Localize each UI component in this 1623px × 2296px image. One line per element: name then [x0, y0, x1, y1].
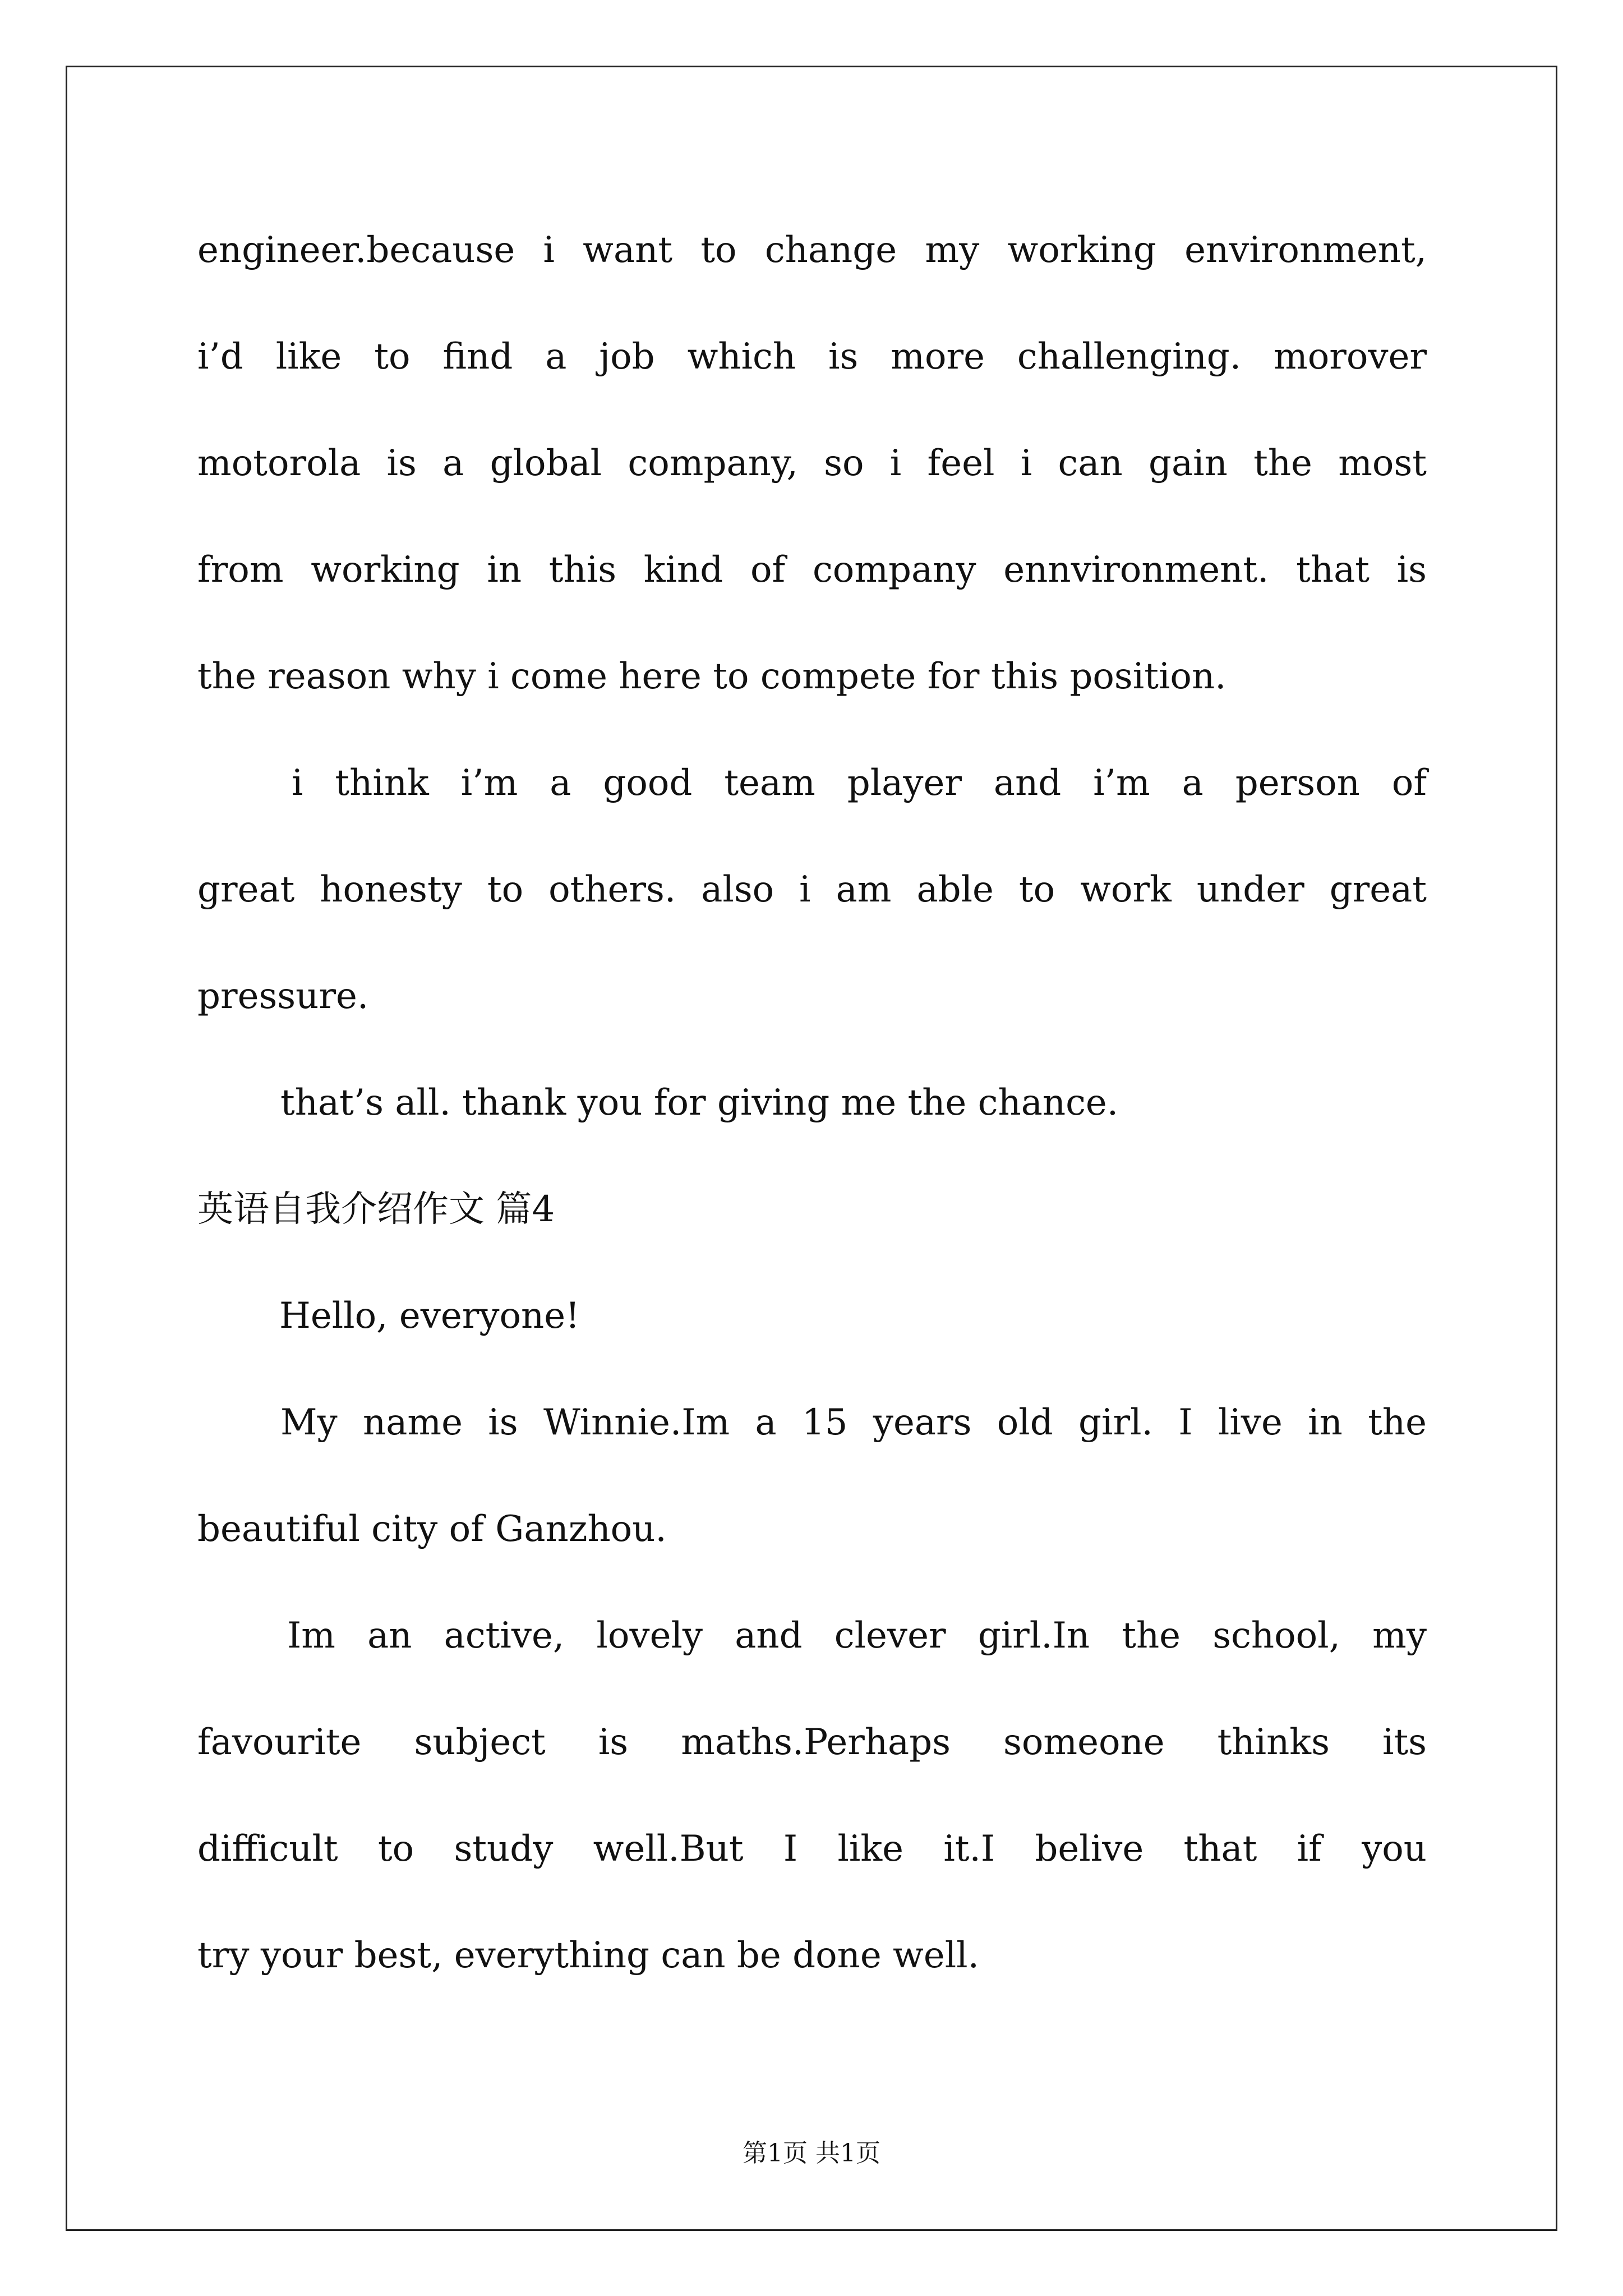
text-line: pressure. [197, 976, 369, 1017]
text-line: the reason why i come here to compete for this position. [197, 656, 1227, 697]
text-line: i think i’m a good team player and i’m a person of [292, 762, 1427, 804]
section-heading: 英语自我介绍作文 篇4 [197, 1189, 555, 1230]
text-line: motorola is a global company, so i feel i can gain the most [197, 443, 1427, 484]
text-line: difficult to study well.But I like it.I belive that if you [197, 1828, 1427, 1870]
text-line: beautiful city of Ganzhou. [197, 1508, 667, 1550]
text-line: great honesty to others. also i am able to work under great [197, 869, 1427, 910]
text-line: that’s all. thank you for giving me the chance. [280, 1082, 1119, 1124]
text-line: Im an active, lovely and clever girl.In the school, my [287, 1615, 1427, 1657]
page-number: 第1页 共1页 [743, 2139, 880, 2168]
text-line: favourite subject is maths.Perhaps someone thinks its [197, 1722, 1427, 1763]
text-line: try your best, everything can be done well. [197, 1935, 979, 1976]
text-line: i’d like to find a job which is more challenging. morover [197, 336, 1427, 378]
text-line: My name is Winnie.Im a 15 years old girl. I live in the [280, 1402, 1427, 1443]
text-line: engineer.because i want to change my working environment, [197, 229, 1427, 271]
text-line: Hello, everyone! [279, 1295, 580, 1337]
text-line: from working in this kind of company ennvironment. that is [197, 549, 1427, 591]
page-border [66, 66, 1557, 2231]
